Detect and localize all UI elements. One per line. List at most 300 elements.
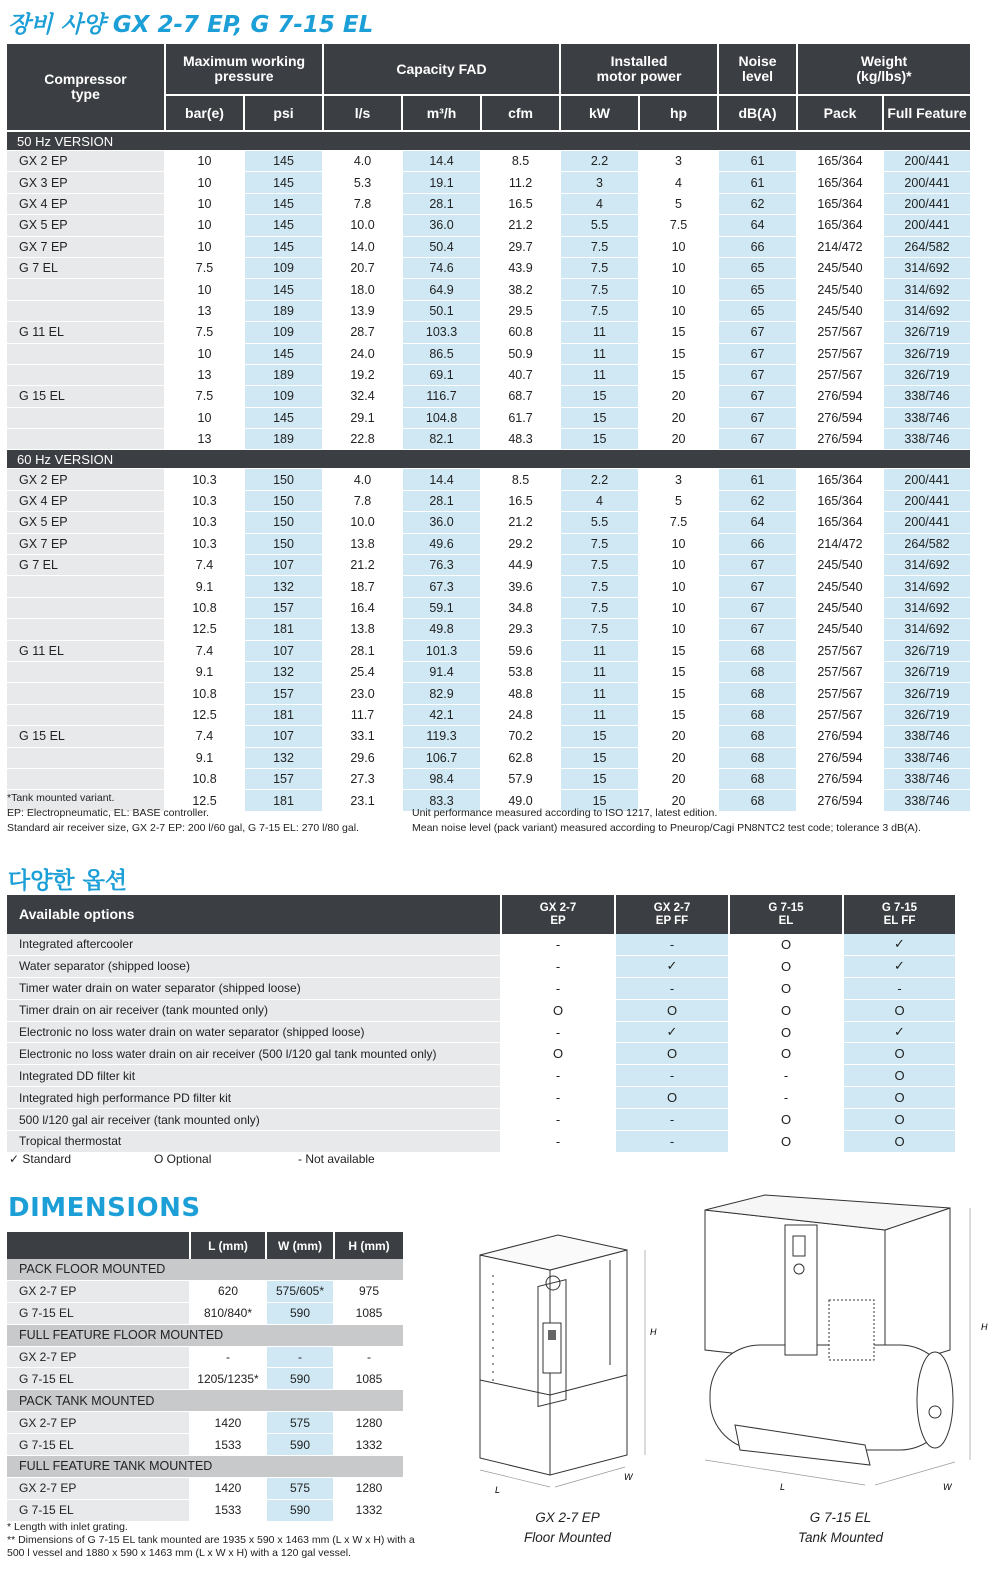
value-cell: 200/441 xyxy=(883,469,971,490)
value-cell: 8.5 xyxy=(481,469,560,490)
dimension-value: 975 xyxy=(334,1280,404,1302)
option-value: - xyxy=(615,1131,729,1153)
model-cell: GX 2-7 EP xyxy=(7,1412,190,1434)
dimension-value: 590 xyxy=(266,1368,334,1390)
value-cell: 68 xyxy=(718,640,797,661)
value-cell: 150 xyxy=(244,512,323,533)
dimension-value: 590 xyxy=(266,1499,334,1521)
option-value: O xyxy=(615,1043,729,1065)
value-cell: 276/594 xyxy=(797,790,883,811)
table-row xyxy=(7,386,971,407)
value-cell: 326/719 xyxy=(883,640,971,661)
value-cell: 15 xyxy=(639,683,718,704)
value-cell: 18.0 xyxy=(323,279,402,300)
value-cell: 150 xyxy=(244,469,323,490)
table-row xyxy=(7,640,971,661)
value-cell: 16.5 xyxy=(481,490,560,511)
value-cell: 49.8 xyxy=(402,619,481,640)
model-cell: G 11 EL xyxy=(7,640,165,661)
option-value: O xyxy=(843,1131,956,1153)
header-weight: Weight (kg/lbs)* xyxy=(797,44,971,95)
value-cell: 200/441 xyxy=(883,151,971,172)
dimension-header xyxy=(7,1232,190,1259)
value-cell: 67 xyxy=(718,576,797,597)
dimension-value: 620 xyxy=(190,1280,266,1302)
value-cell: 29.5 xyxy=(481,300,560,321)
option-name: 500 l/120 gal air receiver (tank mounted only) xyxy=(7,1109,501,1131)
dimension-value: - xyxy=(334,1346,404,1368)
option-value: O xyxy=(843,999,956,1021)
left-h-label: H xyxy=(650,1327,657,1337)
model-cell: GX 2-7 EP xyxy=(7,1280,190,1302)
value-cell: 214/472 xyxy=(797,533,883,554)
value-cell: 116.7 xyxy=(402,386,481,407)
value-cell: 2.2 xyxy=(560,469,639,490)
option-value: - xyxy=(501,977,615,999)
dimension-value: 1420 xyxy=(190,1412,266,1434)
table-row xyxy=(7,300,971,321)
value-cell: 50.1 xyxy=(402,300,481,321)
value-cell: 34.8 xyxy=(481,597,560,618)
value-cell: 314/692 xyxy=(883,576,971,597)
right-l-label: L xyxy=(780,1482,786,1492)
spec-notes-right xyxy=(412,806,992,836)
value-cell: 338/746 xyxy=(883,429,971,450)
option-value: ✓ xyxy=(615,955,729,977)
value-cell: 5.5 xyxy=(560,512,639,533)
value-cell: 68 xyxy=(718,661,797,682)
table-row xyxy=(7,1346,404,1368)
value-cell: 21.2 xyxy=(481,512,560,533)
value-cell: 22.8 xyxy=(323,429,402,450)
model-cell xyxy=(7,364,165,385)
caption-model: GX 2-7 EP xyxy=(535,1510,600,1525)
value-cell: 314/692 xyxy=(883,597,971,618)
value-cell: 20.7 xyxy=(323,257,402,278)
value-cell: 276/594 xyxy=(797,407,883,428)
value-cell: 181 xyxy=(244,619,323,640)
option-value: - xyxy=(501,934,615,955)
category-row xyxy=(7,1456,404,1478)
section-label: 60 Hz VERSION xyxy=(7,450,971,469)
value-cell: 245/540 xyxy=(797,619,883,640)
specs-title: 장비 사양 GX 2-7 EP, G 7-15 EL xyxy=(8,12,374,38)
model-cell: GX 3 EP xyxy=(7,172,165,193)
value-cell: 276/594 xyxy=(797,747,883,768)
value-cell: 11 xyxy=(560,661,639,682)
option-value: ✓ xyxy=(615,1021,729,1043)
option-name: Integrated DD filter kit xyxy=(7,1065,501,1087)
dimension-value: 1280 xyxy=(334,1412,404,1434)
options-column-header: G 7-15 EL xyxy=(729,895,843,934)
value-cell: 10 xyxy=(165,236,244,257)
value-cell: 165/364 xyxy=(797,512,883,533)
value-cell: 28.1 xyxy=(323,640,402,661)
table-row xyxy=(7,1021,956,1043)
value-cell: 7.5 xyxy=(560,555,639,576)
option-value: O xyxy=(615,1087,729,1109)
value-cell: 109 xyxy=(244,386,323,407)
value-cell: 10 xyxy=(639,279,718,300)
table-row xyxy=(7,1280,404,1302)
value-cell: 314/692 xyxy=(883,619,971,640)
section-row xyxy=(7,450,971,469)
value-cell: 19.2 xyxy=(323,364,402,385)
model-cell: GX 2-7 EP xyxy=(7,1477,190,1499)
value-cell: 49.6 xyxy=(402,533,481,554)
value-cell: 326/719 xyxy=(883,322,971,343)
value-cell: 24.8 xyxy=(481,704,560,725)
value-cell: 314/692 xyxy=(883,300,971,321)
value-cell: 3 xyxy=(639,469,718,490)
value-cell: 10.0 xyxy=(323,215,402,236)
value-cell: 68 xyxy=(718,747,797,768)
value-cell: 107 xyxy=(244,555,323,576)
value-cell: 10 xyxy=(165,172,244,193)
dimension-value: 1280 xyxy=(334,1477,404,1499)
value-cell: 14.0 xyxy=(323,236,402,257)
option-value: O xyxy=(843,1109,956,1131)
header-motor: Installed motor power xyxy=(560,44,718,95)
option-value: - xyxy=(615,1109,729,1131)
value-cell: 15 xyxy=(639,364,718,385)
value-cell: 200/441 xyxy=(883,193,971,214)
category-row xyxy=(7,1259,404,1280)
option-value: - xyxy=(501,1065,615,1087)
options-column-header: GX 2-7 EP FF xyxy=(615,895,729,934)
dimension-header: H (mm) xyxy=(334,1232,404,1259)
value-cell: 165/364 xyxy=(797,172,883,193)
value-cell: 7.5 xyxy=(560,597,639,618)
value-cell: 4.0 xyxy=(323,469,402,490)
option-name: Timer drain on air receiver (tank mounted only) xyxy=(7,999,501,1021)
value-cell: 14.4 xyxy=(402,469,481,490)
model-cell xyxy=(7,407,165,428)
value-cell: 145 xyxy=(244,172,323,193)
value-cell: 132 xyxy=(244,661,323,682)
value-cell: 10 xyxy=(639,300,718,321)
value-cell: 29.7 xyxy=(481,236,560,257)
value-cell: 64 xyxy=(718,215,797,236)
value-cell: 338/746 xyxy=(883,790,971,811)
value-cell: 15 xyxy=(560,407,639,428)
value-cell: 20 xyxy=(639,386,718,407)
option-value: O xyxy=(729,1021,843,1043)
table-row xyxy=(7,597,971,618)
table-row xyxy=(7,955,956,977)
header-capacity: Capacity FAD xyxy=(323,44,560,95)
table-row xyxy=(7,490,971,511)
model-cell: G 15 EL xyxy=(7,726,165,747)
option-name: Integrated aftercooler xyxy=(7,934,501,955)
value-cell: 200/441 xyxy=(883,215,971,236)
value-cell: 10.8 xyxy=(165,683,244,704)
value-cell: 10 xyxy=(639,619,718,640)
model-cell: G 7-15 EL xyxy=(7,1302,190,1324)
unit-header: bar(e) xyxy=(165,95,244,131)
value-cell: 13 xyxy=(165,429,244,450)
table-row xyxy=(7,533,971,554)
table-row xyxy=(7,1087,956,1109)
value-cell: 107 xyxy=(244,726,323,747)
model-cell xyxy=(7,279,165,300)
option-name: Electronic no loss water drain on water separator (shipped loose) xyxy=(7,1021,501,1043)
value-cell: 98.4 xyxy=(402,768,481,789)
value-cell: 7.5 xyxy=(560,576,639,597)
value-cell: 9.1 xyxy=(165,661,244,682)
options-column-header: GX 2-7 EP xyxy=(501,895,615,934)
value-cell: 13.9 xyxy=(323,300,402,321)
model-cell: GX 7 EP xyxy=(7,533,165,554)
value-cell: 65 xyxy=(718,279,797,300)
value-cell: 10.8 xyxy=(165,768,244,789)
table-row xyxy=(7,364,971,385)
value-cell: 15 xyxy=(639,343,718,364)
value-cell: 74.6 xyxy=(402,257,481,278)
value-cell: 15 xyxy=(639,704,718,725)
dimension-value: 575 xyxy=(266,1477,334,1499)
value-cell: 62 xyxy=(718,490,797,511)
value-cell: 5 xyxy=(639,193,718,214)
table-row xyxy=(7,1043,956,1065)
option-value: O xyxy=(729,955,843,977)
caption-type: Tank Mounted xyxy=(797,1530,884,1545)
value-cell: 7.5 xyxy=(165,386,244,407)
value-cell: 10.3 xyxy=(165,533,244,554)
caption-type: Floor Mounted xyxy=(523,1530,612,1545)
option-value: - xyxy=(843,977,956,999)
value-cell: 245/540 xyxy=(797,279,883,300)
legend-optional: O Optional xyxy=(154,1152,212,1166)
value-cell: 20 xyxy=(639,768,718,789)
table-row xyxy=(7,343,971,364)
table-row xyxy=(7,1434,404,1456)
category-label: PACK TANK MOUNTED xyxy=(7,1390,404,1412)
value-cell: 61 xyxy=(718,172,797,193)
value-cell: 66 xyxy=(718,236,797,257)
value-cell: 11 xyxy=(560,683,639,704)
table-row xyxy=(7,1109,956,1131)
dimension-header: W (mm) xyxy=(266,1232,334,1259)
value-cell: 66 xyxy=(718,533,797,554)
category-row xyxy=(7,1390,404,1412)
value-cell: 257/567 xyxy=(797,364,883,385)
table-row xyxy=(7,1368,404,1390)
value-cell: 7.5 xyxy=(560,300,639,321)
value-cell: 13.8 xyxy=(323,619,402,640)
dimension-value: 810/840* xyxy=(190,1302,266,1324)
value-cell: 145 xyxy=(244,236,323,257)
value-cell: 16.5 xyxy=(481,193,560,214)
spec-notes-left xyxy=(7,791,407,836)
model-cell xyxy=(7,747,165,768)
value-cell: 12.5 xyxy=(165,790,244,811)
value-cell: 10 xyxy=(639,533,718,554)
model-cell xyxy=(7,768,165,789)
value-cell: 5 xyxy=(639,490,718,511)
value-cell: 7.5 xyxy=(639,512,718,533)
value-cell: 57.9 xyxy=(481,768,560,789)
model-cell xyxy=(7,429,165,450)
table-row xyxy=(7,469,971,490)
model-cell: G 7-15 EL xyxy=(7,1499,190,1521)
value-cell: 104.8 xyxy=(402,407,481,428)
model-cell: GX 5 EP xyxy=(7,215,165,236)
value-cell: 67 xyxy=(718,619,797,640)
value-cell: 39.6 xyxy=(481,576,560,597)
category-label: PACK FLOOR MOUNTED xyxy=(7,1259,404,1280)
value-cell: 21.2 xyxy=(481,215,560,236)
value-cell: 200/441 xyxy=(883,490,971,511)
model-cell xyxy=(7,704,165,725)
floor-mounted-caption xyxy=(500,1508,635,1548)
value-cell: 68 xyxy=(718,683,797,704)
dimension-value: 1085 xyxy=(334,1368,404,1390)
table-row xyxy=(7,429,971,450)
value-cell: 15 xyxy=(560,790,639,811)
value-cell: 165/364 xyxy=(797,215,883,236)
option-value: - xyxy=(501,1109,615,1131)
value-cell: 338/746 xyxy=(883,747,971,768)
value-cell: 165/364 xyxy=(797,469,883,490)
value-cell: 50.9 xyxy=(481,343,560,364)
value-cell: 38.2 xyxy=(481,279,560,300)
value-cell: 338/746 xyxy=(883,407,971,428)
value-cell: 214/472 xyxy=(797,236,883,257)
value-cell: 48.8 xyxy=(481,683,560,704)
option-value: O xyxy=(729,934,843,955)
model-cell: G 15 EL xyxy=(7,386,165,407)
legend-not-available: - Not available xyxy=(298,1152,375,1166)
value-cell: 67 xyxy=(718,343,797,364)
value-cell: 10 xyxy=(639,555,718,576)
value-cell: 33.1 xyxy=(323,726,402,747)
dimension-value: 1332 xyxy=(334,1499,404,1521)
option-value: ✓ xyxy=(843,934,956,955)
value-cell: 8.5 xyxy=(481,151,560,172)
model-cell: GX 5 EP xyxy=(7,512,165,533)
value-cell: 29.2 xyxy=(481,533,560,554)
model-cell xyxy=(7,661,165,682)
value-cell: 326/719 xyxy=(883,343,971,364)
value-cell: 326/719 xyxy=(883,661,971,682)
model-cell: GX 2 EP xyxy=(7,469,165,490)
value-cell: 3 xyxy=(639,151,718,172)
dimensions-title: DIMENSIONS xyxy=(8,1193,201,1223)
header-max-pressure: Maximum working pressure xyxy=(165,44,323,95)
value-cell: 49.0 xyxy=(481,790,560,811)
value-cell: 109 xyxy=(244,257,323,278)
option-value: - xyxy=(615,1065,729,1087)
value-cell: 50.4 xyxy=(402,236,481,257)
value-cell: 29.3 xyxy=(481,619,560,640)
option-name: Tropical thermostat xyxy=(7,1131,501,1153)
value-cell: 132 xyxy=(244,576,323,597)
value-cell: 9.1 xyxy=(165,576,244,597)
value-cell: 4 xyxy=(639,172,718,193)
value-cell: 7.5 xyxy=(560,533,639,554)
value-cell: 7.4 xyxy=(165,726,244,747)
value-cell: 145 xyxy=(244,151,323,172)
unit-header: cfm xyxy=(481,95,560,131)
dimension-value: 590 xyxy=(266,1434,334,1456)
value-cell: 69.1 xyxy=(402,364,481,385)
value-cell: 13 xyxy=(165,364,244,385)
option-value: O xyxy=(501,1043,615,1065)
table-row xyxy=(7,279,971,300)
value-cell: 15 xyxy=(639,661,718,682)
value-cell: 5.5 xyxy=(560,215,639,236)
value-cell: 11 xyxy=(560,704,639,725)
value-cell: 67 xyxy=(718,407,797,428)
value-cell: 20 xyxy=(639,407,718,428)
table-row xyxy=(7,1302,404,1324)
value-cell: 42.1 xyxy=(402,704,481,725)
value-cell: 326/719 xyxy=(883,704,971,725)
note-line: Unit performance measured according to ISO 1217, latest edition. xyxy=(412,807,718,819)
value-cell: 68 xyxy=(718,790,797,811)
table-row xyxy=(7,768,971,789)
options-title: 다양한 옵션 xyxy=(8,868,128,894)
value-cell: 82.1 xyxy=(402,429,481,450)
header-noise: Noise level xyxy=(718,44,797,95)
value-cell: 14.4 xyxy=(402,151,481,172)
option-value: - xyxy=(501,1131,615,1153)
table-row xyxy=(7,977,956,999)
table-row xyxy=(7,236,971,257)
value-cell: 10.3 xyxy=(165,469,244,490)
value-cell: 36.0 xyxy=(402,512,481,533)
model-cell: G 7-15 EL xyxy=(7,1368,190,1390)
category-label: FULL FEATURE TANK MOUNTED xyxy=(7,1456,404,1478)
value-cell: 2.2 xyxy=(560,151,639,172)
value-cell: 68.7 xyxy=(481,386,560,407)
model-cell: GX 7 EP xyxy=(7,236,165,257)
value-cell: 7.5 xyxy=(639,215,718,236)
value-cell: 15 xyxy=(560,429,639,450)
right-h-label: H xyxy=(981,1322,988,1332)
value-cell: 36.0 xyxy=(402,215,481,236)
option-value: - xyxy=(615,977,729,999)
option-name: Timer water drain on water separator (shipped loose) xyxy=(7,977,501,999)
value-cell: 15 xyxy=(560,386,639,407)
value-cell: 11 xyxy=(560,364,639,385)
value-cell: 10 xyxy=(639,236,718,257)
value-cell: 145 xyxy=(244,215,323,236)
value-cell: 83.3 xyxy=(402,790,481,811)
value-cell: 338/746 xyxy=(883,726,971,747)
left-w-label: W xyxy=(624,1472,633,1482)
dimension-value: 1205/1235* xyxy=(190,1368,266,1390)
option-value: ✓ xyxy=(843,955,956,977)
table-row xyxy=(7,555,971,576)
value-cell: 181 xyxy=(244,790,323,811)
value-cell: 245/540 xyxy=(797,555,883,576)
value-cell: 18.7 xyxy=(323,576,402,597)
value-cell: 181 xyxy=(244,704,323,725)
option-value: O xyxy=(843,1065,956,1087)
value-cell: 314/692 xyxy=(883,279,971,300)
unit-header: Full Feature xyxy=(883,95,971,131)
value-cell: 59.1 xyxy=(402,597,481,618)
value-cell: 257/567 xyxy=(797,640,883,661)
value-cell: 132 xyxy=(244,747,323,768)
unit-header: m³/h xyxy=(402,95,481,131)
value-cell: 20 xyxy=(639,726,718,747)
value-cell: 276/594 xyxy=(797,429,883,450)
model-cell: G 7 EL xyxy=(7,555,165,576)
option-name: Electronic no loss water drain on air receiver (500 l/120 gal tank mounted only) xyxy=(7,1043,501,1065)
